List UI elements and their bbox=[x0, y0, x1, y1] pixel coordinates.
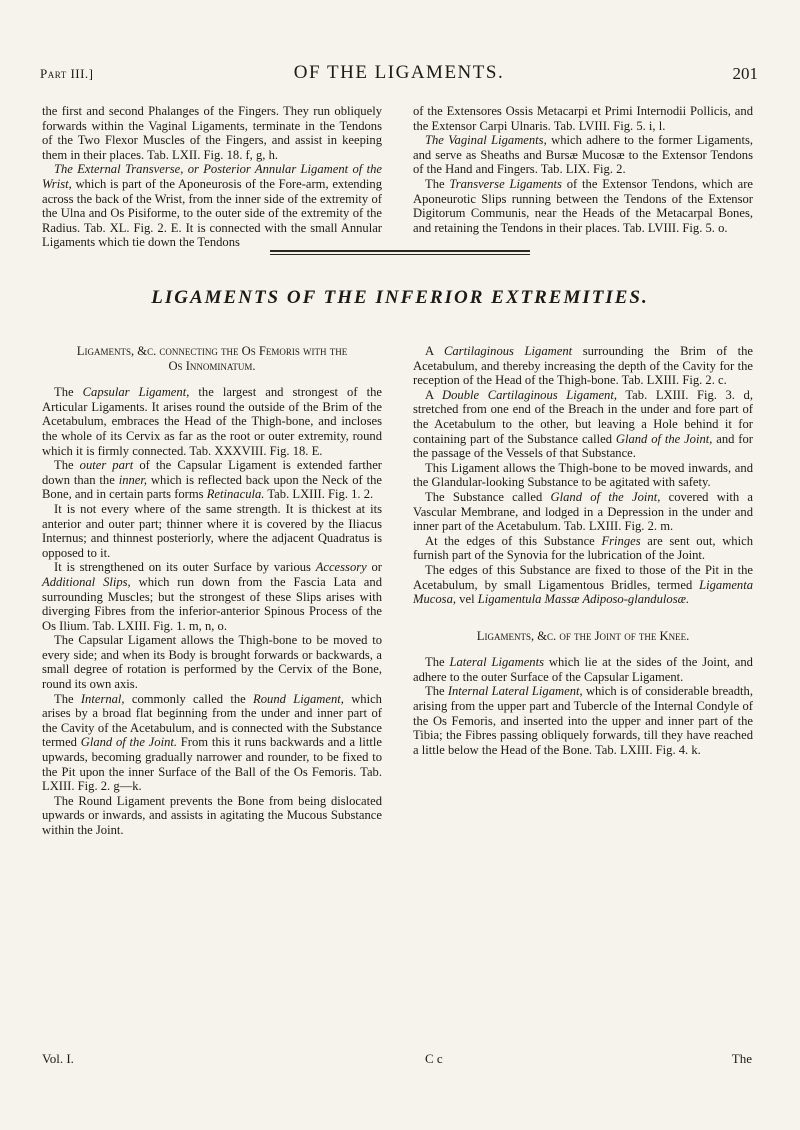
paragraph: This Ligament allows the Thigh-bone to be moved inwards, and the Glandular-looking Substance to be agitated with safety. bbox=[413, 460, 753, 490]
term: Gland of the Joint, bbox=[615, 431, 713, 446]
section-divider bbox=[270, 250, 530, 257]
term: Gland of the Joint, bbox=[550, 489, 661, 504]
paragraph: A Double Cartilaginous Ligament, Tab. LXIII. Fig. 3. d, stretched from one end of the Breach in the under and fore part of the Acetabulum to the other, but leaving a Hole behind it for containing part of the Substance called Gland of the Joint, and for the passage of the Vessels of that Substance. bbox=[413, 387, 753, 461]
term: Internal, bbox=[80, 691, 125, 706]
term: Cartilaginous Ligament bbox=[443, 344, 573, 358]
term: Fringes bbox=[601, 533, 641, 548]
volume-label: Vol. I. bbox=[42, 1051, 74, 1066]
paragraph: The Capsular Ligament, the largest and strongest of the Articular Ligaments. It arises round the outside of the Brim of the Acetabulum, embraces the Head of the Thigh-bone, and incloses the whole of its Cervix as far as the root or outer extremity, round which it is firmly connected. Tab. XXXVIII. Fig. 18. E. bbox=[42, 385, 383, 458]
paragraph: A Cartilaginous Ligament surrounding the Brim of the Acetabulum, and thereby increasing the depth of the Cavity for the reception of the Head of the Thigh-bone. Tab. LXIII. Fig. 2. c. bbox=[413, 344, 753, 388]
term: inner, bbox=[118, 472, 148, 487]
page-number: 201 bbox=[732, 64, 758, 83]
bottom-right-column bbox=[413, 344, 753, 757]
paragraph: The Lateral Ligaments which lie at the sides of the Joint, and adhere to the outer Surface of the Capsular Ligament. bbox=[413, 655, 753, 684]
term: outer part bbox=[79, 458, 134, 473]
paragraph: The External Transverse, or Posterior Annular Ligament of the Wrist, which is part of the Aponeurosis of the Fore-arm, extending across the back of the Wrist, from the inner side of the extremity of the Ulna and Os Pisiforme, to the outer side of the extremity of the Radius. Tab. XL. Fig. 2. E. It is connected with the small Annular Ligaments which tie down the Tendons bbox=[42, 162, 382, 250]
top-left-column bbox=[42, 104, 382, 250]
term: Capsular Ligament, bbox=[82, 385, 190, 400]
paragraph: The Capsular Ligament allows the Thigh-bone to be moved to every side; and when its Body is brought forwards or backwards, a small degree of rotation is performed by the Cervix of the Bone, round its own axis. bbox=[42, 633, 382, 692]
bottom-left-column bbox=[42, 344, 382, 838]
term: Accessory bbox=[315, 560, 367, 575]
term: The Vaginal Ligaments, bbox=[425, 133, 547, 148]
divider-rule bbox=[270, 250, 530, 252]
paragraph: The outer part of the Capsular Ligament is extended farther down than the inner, which is reflected back upon the Neck of the Bone, and in certain parts forms Retinacula. Tab. LXIII. Fig. 1. 2. bbox=[42, 458, 382, 502]
paragraph: It is not every where of the same strength. It is thickest at its anterior and outer part; thinner where it is covered by the Iliacus Internus; and thinnest posteriorly, where the adjacent Quadratus is opposed to it. bbox=[42, 501, 382, 560]
paragraph: At the edges of this Substance Fringes are sent out, which furnish part of the Synovia for the lubrication of the Joint. bbox=[413, 533, 753, 563]
running-title: OF THE LIGAMENTS. bbox=[293, 62, 505, 83]
subsection-heading: Ligaments, &c. of the Joint of the Knee. bbox=[476, 628, 690, 643]
catchword: The bbox=[731, 1051, 752, 1066]
paragraph: The Round Ligament prevents the Bone from being dislocated upwards or inwards, and assists in agitating the Mucous Substance within the Joint. bbox=[42, 793, 382, 837]
part-label: Part III.] bbox=[40, 66, 94, 81]
term: Transverse Ligaments bbox=[449, 176, 562, 191]
paragraph: the first and second Phalanges of the Fingers. They run obliquely forwards within the Vaginal Ligaments, terminate in the Tendons of the Two Flexor Muscles of the Fingers, and assist in keeping them in their places. Tab. LXII. Fig. 18. f, g, h. bbox=[42, 104, 382, 162]
divider-rule bbox=[270, 254, 530, 255]
term: Lateral Ligaments bbox=[449, 655, 544, 670]
term: Round Ligament, bbox=[253, 691, 344, 706]
term: Double Cartilaginous Ligament, bbox=[442, 387, 617, 402]
term: Internal Lateral Ligament, bbox=[447, 684, 583, 699]
paragraph: The Internal, commonly called the Round Ligament, which arises by a broad flat beginning from the under and inner part of the Cavity of the Acetabulum, and is connected with the Substance termed Gland of the Joint. From this it runs backwards and a little upwards, becoming gradually narrower and rounder, to be fixed to the Pit upon the inner Surface of the Ball of the Os Femoris. Tab. LXIII. Fig. 2. g—k. bbox=[42, 691, 382, 794]
signature-mark: C c bbox=[425, 1051, 443, 1066]
term: Ligamenta Mucosa, bbox=[413, 577, 753, 607]
paragraph: The Internal Lateral Ligament, which is of considerable breadth, arising from the upper part and Tubercle of the Internal Condyle of the Os Femoris, and inserted into the upper and inner part of the Tibia; the Fibres passing obliquely forwards, till they have reached a little below the Head of the Bone. Tab. LXIII. Fig. 4. k. bbox=[413, 684, 753, 757]
term: Additional Slips, bbox=[42, 574, 131, 589]
paragraph: The Transverse Ligaments of the Extensor Tendons, which are Aponeurotic Slips running between the Tendons of the Extensor Digitorum Communis, near the Heads of the Metacarpal Bones, and retaining the Tendons in their places. Tab. LVIII. Fig. 5. o. bbox=[413, 176, 753, 235]
term: Ligamentula Massæ Adiposo-glandulosæ. bbox=[477, 592, 690, 607]
term: Gland of the Joint. bbox=[80, 735, 178, 750]
paragraph: The edges of this Substance are fixed to those of the Pit in the Acetabulum, by small Ligamentous Bridles, termed Ligamenta Mucosa, vel Ligamentula Massæ Adiposo-glandulosæ. bbox=[413, 562, 753, 607]
paragraph: It is strengthened on its outer Surface by various Accessory or Additional Slips, which run down from the Fascia Lata and surrounding Muscles; but the strongest of these Slips arises with diverging Fibres from the inferior-anterior Spinous Process of the Os Ilium. Tab. LXIII. Fig. 1. m, n, o. bbox=[42, 560, 382, 633]
top-right-column bbox=[413, 104, 753, 235]
subsection-heading: Ligaments, &c. connecting the Os Femoris with the Os Innominatum. bbox=[76, 344, 348, 373]
term: The External Transverse, or Posterior Annular Ligament of the Wrist, bbox=[42, 162, 382, 191]
section-title: LIGAMENTS OF THE INFERIOR EXTREMITIES. bbox=[151, 287, 649, 308]
term: Retinacula. bbox=[206, 487, 265, 502]
paragraph: The Substance called Gland of the Joint, covered with a Vascular Membrane, and lodged in a Depression in the under and inner part of the Acetabulum. Tab. LXIII. Fig. 2. m. bbox=[413, 489, 753, 534]
running-header bbox=[40, 62, 758, 88]
paragraph: of the Extensores Ossis Metacarpi et Primi Internodii Pollicis, and the Extensor Carpi Ulnaris. Tab. LVIII. Fig. 5. i, l. bbox=[413, 104, 753, 133]
paragraph: The Vaginal Ligaments, which adhere to the former Ligaments, and serve as Sheaths and Bursæ Mucosæ to the Extensor Tendons of the Hand and Fingers. Tab. LIX. Fig. 2. bbox=[413, 133, 754, 177]
page-footer bbox=[42, 1051, 752, 1069]
